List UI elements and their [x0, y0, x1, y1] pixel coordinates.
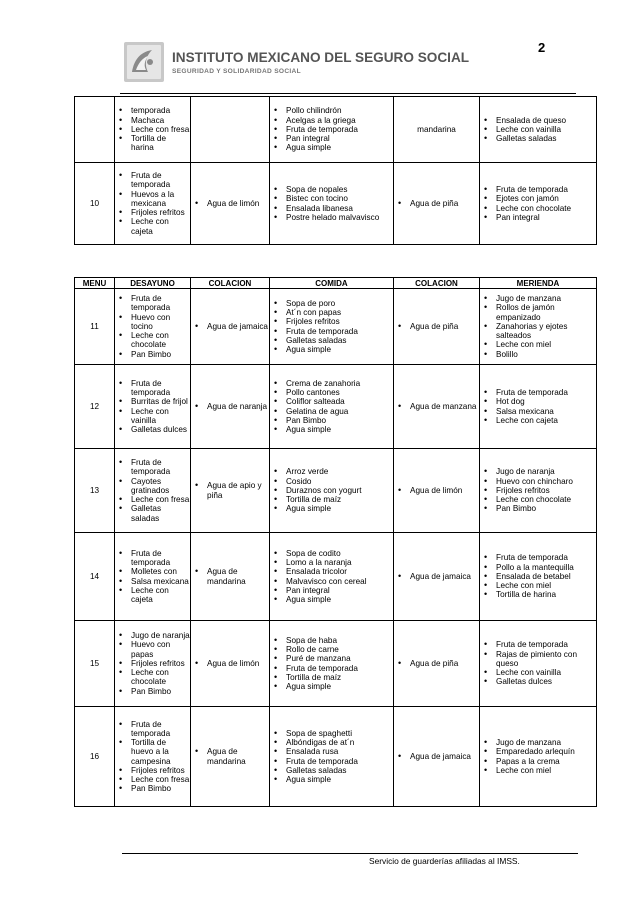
list-item: • Ensalada tricolor: [270, 567, 393, 576]
bullet-list: [394, 199, 479, 208]
list-item: • Tortilla de maíz: [270, 673, 393, 682]
bullet-list: [191, 481, 269, 499]
list-item: • Salsa mexicana: [480, 407, 596, 416]
header-merienda: MERIENDA: [480, 278, 597, 289]
list-item: • Agua de piña: [394, 199, 479, 208]
day-number: 14: [89, 571, 100, 581]
list-item: • Lomo a la naranja: [270, 558, 393, 567]
list-item: • Agua simple: [270, 345, 393, 354]
list-item: • Ensalada libanesa: [270, 204, 393, 213]
list-item: • Fruta de temporada: [480, 185, 596, 194]
bullet-list: [115, 171, 190, 235]
table-header-row: [75, 278, 597, 289]
bullet-list: [270, 636, 393, 691]
list-item: • Huevos a la mexicana: [115, 190, 190, 208]
list-item: • Huevo con tocino: [115, 313, 190, 331]
day-number: 13: [89, 485, 100, 495]
table-row: [75, 707, 597, 807]
list-item: • Rollos de jamón empanizado: [480, 303, 596, 321]
bullet-list: [394, 322, 479, 331]
list-item: • Agua simple: [270, 682, 393, 691]
list-item: • Agua de mandarina: [191, 747, 269, 765]
list-item: • Fruta de temporada: [115, 379, 190, 397]
list-item: • Leche con vainilla: [480, 125, 596, 134]
day-number: 10: [89, 198, 100, 208]
list-item: • Emparedado arlequín: [480, 747, 596, 756]
list-item: • Fruta de temporada: [270, 757, 393, 766]
list-item: • Papas a la crema: [480, 757, 596, 766]
list-item: • Rajas de pimiento con queso: [480, 650, 596, 668]
list-item: • Pan Bimbo: [270, 416, 393, 425]
list-item: • Leche con vainilla: [480, 668, 596, 677]
list-item: • Leche con chocolate: [480, 495, 596, 504]
list-item: • Agua simple: [270, 775, 393, 784]
list-item: • Fruta de temporada: [115, 294, 190, 312]
list-item: • Leche con miel: [480, 340, 596, 349]
menu-table-continued: [74, 96, 597, 245]
list-item: • Pan integral: [480, 213, 596, 222]
bullet-list: [270, 729, 393, 784]
list-item: • Agua de jamaica: [394, 752, 479, 761]
footer-divider: [122, 853, 578, 854]
list-item: • Zanahorias y ejotes salteados: [480, 322, 596, 340]
list-item: • At´n con papas: [270, 308, 393, 317]
list-item: • Sopa de codito: [270, 549, 393, 558]
table-row: [75, 289, 597, 365]
bullet-list: [480, 640, 596, 686]
list-item: • Leche con chocolate: [115, 331, 190, 349]
day-number: 11: [90, 321, 99, 331]
bullet-list: [394, 752, 479, 761]
list-item: • Tortilla de huevo a la campesina: [115, 738, 190, 766]
list-item: • Tortilla de maíz: [270, 495, 393, 504]
header-comida: COMIDA: [270, 278, 394, 289]
list-item: • Jugo de naranja: [480, 467, 596, 476]
list-item: • Leche con chocolate: [480, 204, 596, 213]
list-item: • Galletas saladas: [115, 504, 190, 522]
list-item: • Fruta de temporada: [115, 549, 190, 567]
bullet-list: [191, 199, 269, 208]
page-number: 2: [538, 40, 546, 55]
list-item: • Leche con fresa: [115, 495, 190, 504]
bullet-list: [115, 720, 190, 794]
list-item: • Malvavisco con cereal: [270, 577, 393, 586]
list-item: • Ejotes con jamón: [480, 194, 596, 203]
list-item: • Fruta de temporada: [115, 458, 190, 476]
list-item: • Agua simple: [270, 425, 393, 434]
list-item: • Galletas saladas: [270, 766, 393, 775]
list-item: • Ensalada de queso: [480, 116, 596, 125]
list-item: • Albóndigas de at´n: [270, 738, 393, 747]
bullet-list: [480, 467, 596, 513]
list-item: • Frijoles refritos: [115, 208, 190, 217]
header-colacion-1: COLACION: [191, 278, 270, 289]
list-item: • Acelgas a la griega: [270, 116, 393, 125]
list-item: • Tortilla de harina: [115, 134, 190, 152]
bullet-list: [480, 185, 596, 222]
list-item: • Tortilla de harina: [480, 590, 596, 599]
list-item: • Hot dog: [480, 397, 596, 406]
bullet-list: [191, 402, 269, 411]
list-item: • Agua de piña: [394, 659, 479, 668]
list-item: • Pollo cantones: [270, 388, 393, 397]
bullet-list: [480, 388, 596, 425]
bullet-list: [115, 549, 190, 604]
bullet-list: [115, 294, 190, 358]
list-item: • Leche con miel: [480, 766, 596, 775]
list-item: • Pollo a la mantequilla: [480, 563, 596, 572]
table-row: [75, 365, 597, 449]
list-item: • Galletas saladas: [480, 134, 596, 143]
bullet-list: [480, 116, 596, 144]
table-row: [75, 621, 597, 707]
institution-subtitle: SEGURIDAD Y SOLIDARIDAD SOCIAL: [172, 68, 301, 75]
list-item: • Agua simple: [270, 504, 393, 513]
header-colacion-2: COLACION: [394, 278, 480, 289]
list-item: • Agua simple: [270, 143, 393, 152]
list-item: • temporada: [115, 106, 190, 115]
list-item: • Bistec con tocino: [270, 194, 393, 203]
bullet-list: [270, 549, 393, 604]
bullet-list: [394, 659, 479, 668]
day-number: 12: [89, 401, 100, 411]
bullet-list: [480, 738, 596, 775]
list-item: • Arroz verde: [270, 467, 393, 476]
list-item: • Leche con fresa: [115, 125, 190, 134]
list-item: • Agua de piña: [394, 322, 479, 331]
list-item: • Ensalada rusa: [270, 747, 393, 756]
list-item: • Fruta de temporada: [480, 553, 596, 562]
list-item: • Leche con fresa: [115, 775, 190, 784]
list-item: • Fruta de temporada: [480, 388, 596, 397]
list-item: • Agua simple: [270, 595, 393, 604]
header-divider: [120, 93, 576, 94]
day-number: 15: [89, 658, 100, 668]
list-item: • Jugo de naranja: [115, 631, 190, 640]
list-item: • Sopa de poro: [270, 299, 393, 308]
list-item: • Postre helado malvavisco: [270, 213, 393, 222]
imss-logo-icon: [122, 40, 166, 84]
list-item: • Sopa de nopales: [270, 185, 393, 194]
bullet-list: [394, 572, 479, 581]
list-item: • Coliflor salteada: [270, 397, 393, 406]
bullet-list: [115, 458, 190, 522]
list-item: • Agua de limón: [394, 486, 479, 495]
list-item: • Pan integral: [270, 134, 393, 143]
bullet-list: [191, 567, 269, 585]
list-item: • Leche con cajeta: [115, 217, 190, 235]
bullet-list: [270, 379, 393, 434]
bullet-list: [115, 106, 190, 152]
list-item: • Agua de naranja: [191, 402, 269, 411]
list-item: • Rollo de carne: [270, 645, 393, 654]
list-item: • Frijoles refritos: [270, 317, 393, 326]
table-row: [75, 163, 597, 245]
bullet-list: [270, 185, 393, 222]
list-item: • Fruta de temporada: [480, 640, 596, 649]
day-number: 16: [89, 751, 100, 761]
table-row: [75, 533, 597, 621]
header-desayuno: DESAYUNO: [115, 278, 191, 289]
list-item: • Galletas saladas: [270, 336, 393, 345]
list-item: • Agua de apio y piña: [191, 481, 269, 499]
bullet-list: [270, 106, 393, 152]
list-item: • Agua de jamaica: [394, 572, 479, 581]
list-item: • Sopa de haba: [270, 636, 393, 645]
list-item: • Pollo chilindrón: [270, 106, 393, 115]
list-item: • Fruta de temporada: [115, 720, 190, 738]
list-item: • Fruta de temporada: [270, 664, 393, 673]
list-item: • Jugo de manzana: [480, 738, 596, 747]
bullet-list: [115, 631, 190, 695]
bullet-list: [115, 379, 190, 434]
list-item: • Agua de limón: [191, 659, 269, 668]
list-item: • Leche con vainilla: [115, 407, 190, 425]
list-item: • Agua de manzana: [394, 402, 479, 411]
list-item: • Leche con cajeta: [115, 586, 190, 604]
list-item: • Galletas dulces: [480, 677, 596, 686]
list-item: • Molletes con: [115, 567, 190, 576]
header-menu: MENU: [75, 278, 115, 289]
cell-text: mandarina: [417, 124, 456, 134]
list-item: • Frijoles refritos: [480, 486, 596, 495]
menu-table: [74, 277, 597, 807]
list-item: • Leche con cajeta: [480, 416, 596, 425]
footer-text: Servicio de guarderías afiliadas al IMSS.: [369, 856, 520, 866]
bullet-list: [270, 467, 393, 513]
list-item: • Puré de manzana: [270, 654, 393, 663]
bullet-list: [394, 486, 479, 495]
list-item: • Agua de limón: [191, 199, 269, 208]
bullet-list: [191, 659, 269, 668]
list-item: • Burritas de frijol: [115, 397, 190, 406]
list-item: • Sopa de spaghetti: [270, 729, 393, 738]
list-item: • Crema de zanahoria: [270, 379, 393, 388]
list-item: • Huevo con chincharo: [480, 477, 596, 486]
list-item: • Fruta de temporada: [270, 327, 393, 336]
table-row: [75, 449, 597, 533]
list-item: • Galletas dulces: [115, 425, 190, 434]
list-item: • Cosido: [270, 477, 393, 486]
list-item: • Gelatina de agua: [270, 407, 393, 416]
list-item: • Pan Bimbo: [115, 687, 190, 696]
list-item: • Salsa mexicana: [115, 577, 190, 586]
list-item: • Pan Bimbo: [115, 784, 190, 793]
list-item: • Frijoles refritos: [115, 659, 190, 668]
list-item: • Agua de jamaica: [191, 322, 269, 331]
list-item: • Agua de mandarina: [191, 567, 269, 585]
list-item: • Bolillo: [480, 350, 596, 359]
table-row: [75, 97, 597, 163]
list-item: • Cayotes gratinados: [115, 477, 190, 495]
list-item: • Jugo de manzana: [480, 294, 596, 303]
list-item: • Huevo con papas: [115, 640, 190, 658]
bullet-list: [270, 299, 393, 354]
list-item: • Duraznos con yogurt: [270, 486, 393, 495]
document-header: [122, 40, 470, 90]
institution-name: INSTITUTO MEXICANO DEL SEGURO SOCIAL: [172, 50, 470, 65]
bullet-list: [191, 322, 269, 331]
list-item: • Fruta de temporada: [270, 125, 393, 134]
bullet-list: [191, 747, 269, 765]
bullet-list: [480, 294, 596, 358]
list-item: • Frijoles refritos: [115, 766, 190, 775]
list-item: • Ensalada de betabel: [480, 572, 596, 581]
list-item: • Pan Bimbo: [480, 504, 596, 513]
list-item: • Machaca: [115, 116, 190, 125]
list-item: • Leche con miel: [480, 581, 596, 590]
list-item: • Leche con chocolate: [115, 668, 190, 686]
list-item: • Pan Bimbo: [115, 350, 190, 359]
bullet-list: [480, 553, 596, 599]
list-item: • Pan integral: [270, 586, 393, 595]
bullet-list: [394, 402, 479, 411]
list-item: • Fruta de temporada: [115, 171, 190, 189]
